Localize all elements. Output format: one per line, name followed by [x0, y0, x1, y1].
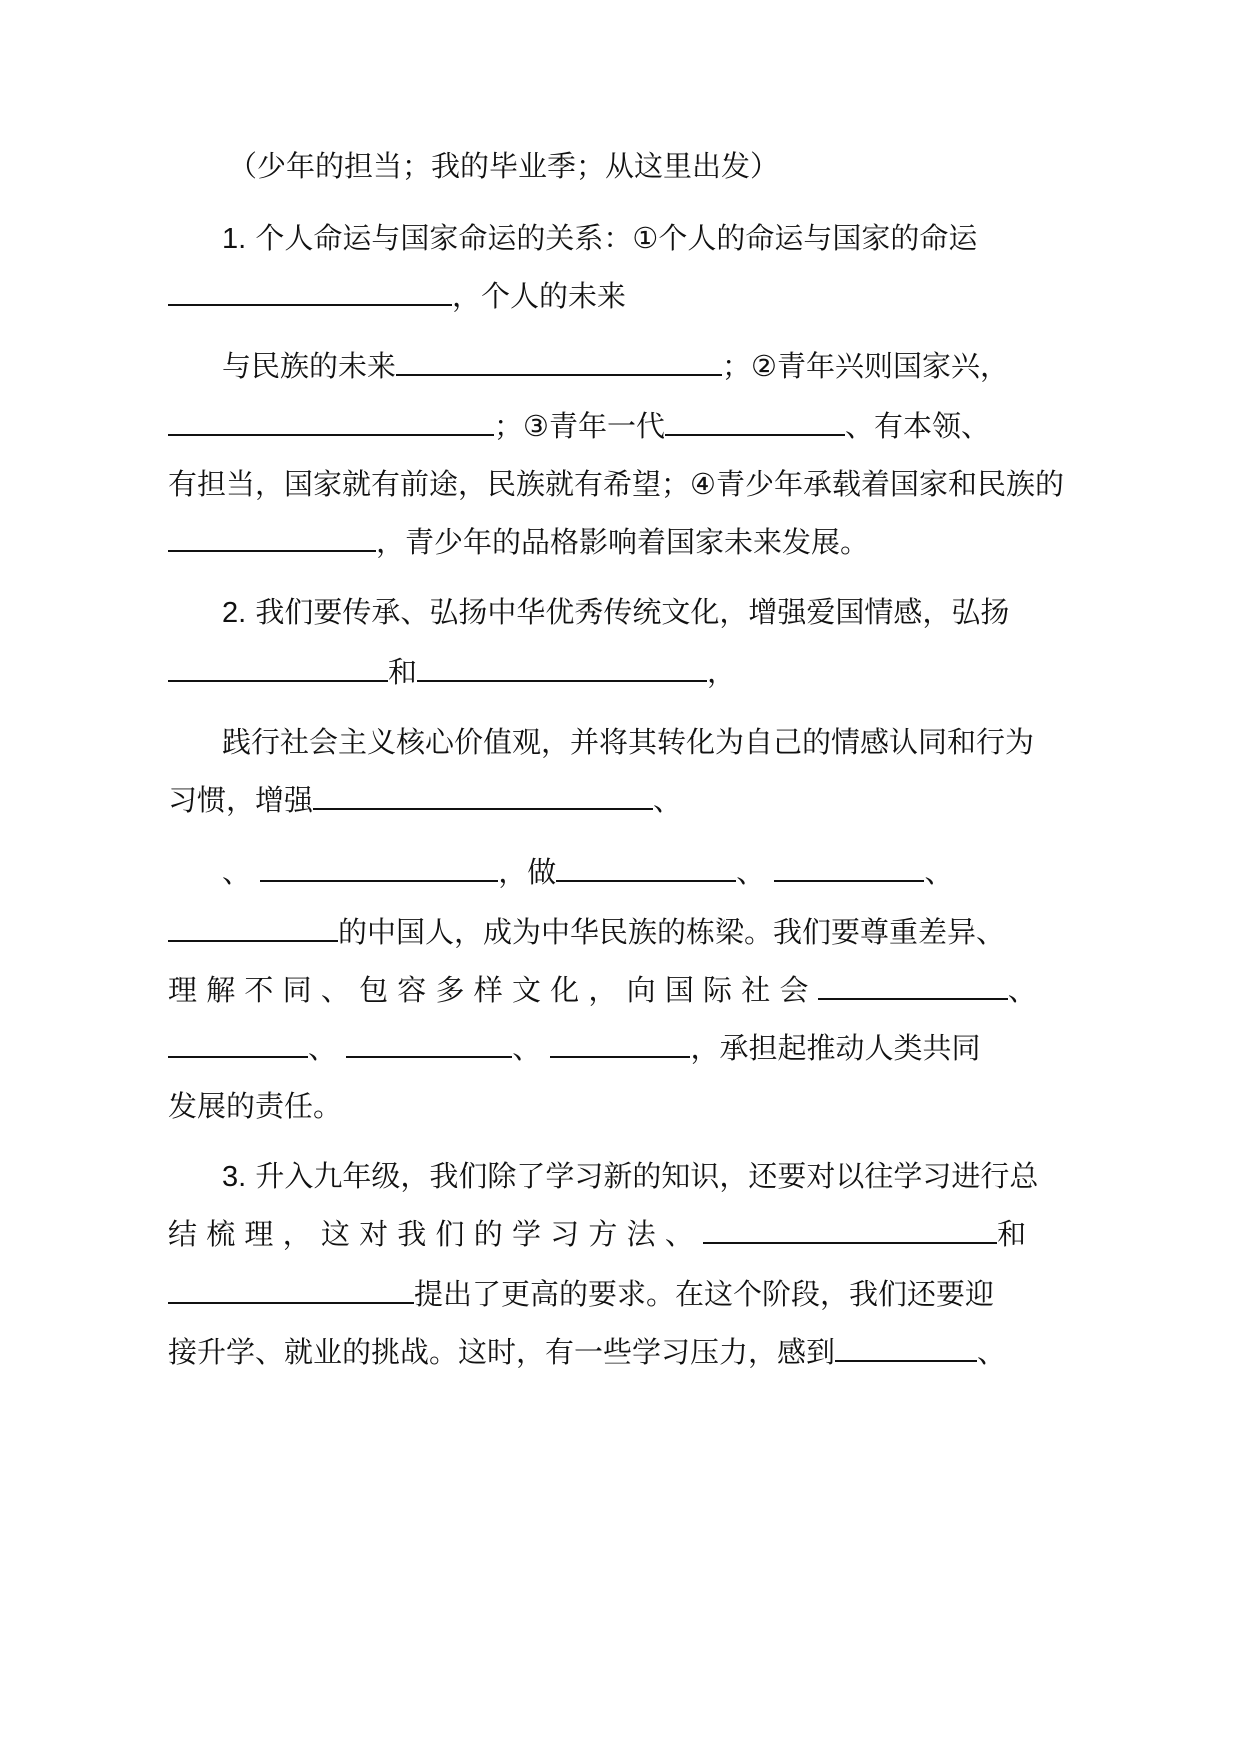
q1-line-2: ，个人的未来: [168, 276, 626, 316]
q2-line-6: 的中国人，成为中华民族的栋梁。我们要尊重差异、: [168, 912, 1005, 952]
answer-blank[interactable]: [396, 348, 722, 376]
q1-line-4: ；③青年一代 、有本领、: [168, 406, 990, 446]
q2-line-1: 2. 我们要传承、弘扬中华优秀传统文化，增强爱国情感，弘扬: [222, 595, 1010, 629]
answer-blank[interactable]: [168, 524, 376, 552]
q2-line-8: 、 、 ，承担起推动人类共同: [168, 1028, 980, 1068]
q2-line-9: 发展的责任。: [168, 1089, 343, 1123]
q1-line-5: 有担当，国家就有前途，民族就有希望；④青少年承载着国家和民族的: [168, 467, 1064, 501]
answer-blank[interactable]: [550, 1030, 690, 1058]
answer-blank[interactable]: [774, 854, 924, 882]
answer-blank[interactable]: [835, 1334, 977, 1362]
answer-blank[interactable]: [556, 854, 736, 882]
q2-line-5: 、 ，做 、 、: [222, 855, 954, 889]
q3-line-4: 接升学、就业的挑战。这时，有一些学习压力，感到 、: [168, 1335, 1007, 1369]
answer-blank[interactable]: [168, 654, 388, 682]
q1-line-3: 与民族的未来 ；②青年兴则国家兴，: [222, 349, 1010, 383]
q3-line-3: 提出了更高的要求。在这个阶段，我们还要迎: [168, 1274, 994, 1314]
q3-line-1: 3. 升入九年级，我们除了学习新的知识，还要对以往学习进行总: [222, 1159, 1039, 1193]
q3-line-2: 结 梳 理 ， 这 对 我 们 的 学 习 方 法 、 和: [168, 1217, 1027, 1251]
answer-blank[interactable]: [168, 1276, 414, 1304]
answer-blank[interactable]: [417, 654, 707, 682]
answer-blank[interactable]: [818, 972, 1008, 1000]
q3-number: 3.: [222, 1161, 247, 1193]
answer-blank[interactable]: [346, 1030, 512, 1058]
answer-blank[interactable]: [703, 1216, 997, 1244]
q1-number: 1.: [222, 223, 247, 255]
q2-line-7: 理 解 不 同 、 包 容 多 样 文 化 ， 向 国 际 社 会 、: [168, 973, 1037, 1007]
answer-blank[interactable]: [168, 1030, 308, 1058]
answer-blank[interactable]: [168, 408, 494, 436]
q2-line-4: 习惯，增强 、: [168, 783, 683, 817]
q2-line-2: 和 ，: [168, 652, 736, 692]
answer-blank[interactable]: [168, 278, 452, 306]
answer-blank[interactable]: [313, 782, 653, 810]
answer-blank[interactable]: [665, 408, 845, 436]
q2-number: 2.: [222, 597, 247, 629]
subtitle: （少年的担当；我的毕业季；从这里出发）: [228, 149, 780, 183]
q1-line-6: ，青少年的品格影响着国家未来发展。: [168, 522, 869, 562]
answer-blank[interactable]: [168, 914, 338, 942]
q2-line-3: 践行社会主义核心价值观，并将其转化为自己的情感认同和行为: [222, 725, 1035, 759]
q1-line-1: 1. 个人命运与国家命运的关系：①个人的命运与国家的命运: [222, 221, 978, 255]
answer-blank[interactable]: [260, 854, 498, 882]
